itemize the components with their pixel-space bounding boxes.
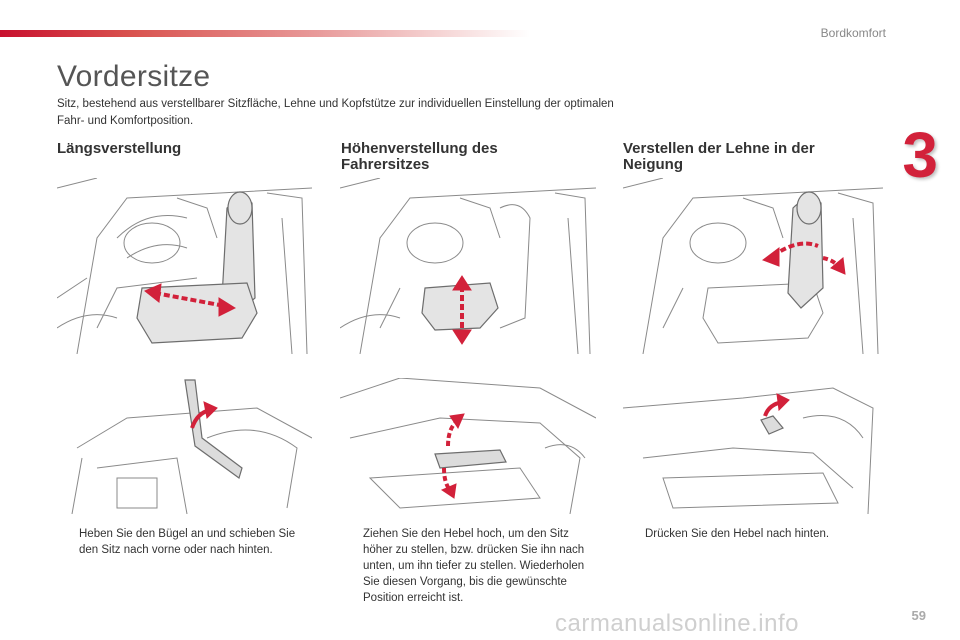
instruction-text: Heben Sie den Bügel an und schieben Sie den Sitz nach vorne oder nach hinten. [79, 528, 296, 556]
section-title: Bordkomfort [820, 26, 886, 40]
col-title-backrest: Verstellen der Lehne in der Neigung [623, 140, 815, 173]
backrest-tilt-illustration [623, 178, 883, 354]
watermark: carmanualsonline.info [555, 610, 799, 637]
page-title: Vordersitze [57, 60, 211, 93]
backrest-lever-detail-illustration [623, 378, 883, 514]
col-title-height: Höhenverstellung des Fahrersitzes [341, 140, 498, 173]
seat-height-illustration [340, 178, 596, 354]
instruction-text: Ziehen Sie den Hebel hoch, um den Sitz höher zu stellen, bzw. drücken Sie ihn nach unten, um ihn tiefer zu stellen. Wiederholen Sie diesen Vorgang, bis die gewünschte Position erreicht ist. [363, 528, 585, 604]
instruction-text: Drücken Sie den Hebel nach hinten. [645, 528, 830, 540]
col-title-longitudinal: Längsverstellung [57, 140, 182, 157]
intro-text: Sitz, bestehend aus verstellbarer Sitzfläche, Lehne und Kopfstütze zur individuellen Einstellung der optimalen Fahr- und Komfortposition. [57, 98, 614, 127]
seat-bar-detail-illustration [57, 378, 312, 514]
top-accent-bar [0, 30, 530, 37]
seat-longitudinal-illustration [57, 178, 312, 354]
chapter-number: 3 [902, 119, 938, 191]
height-lever-detail-illustration [340, 378, 596, 514]
page-number: 59 [911, 608, 926, 623]
